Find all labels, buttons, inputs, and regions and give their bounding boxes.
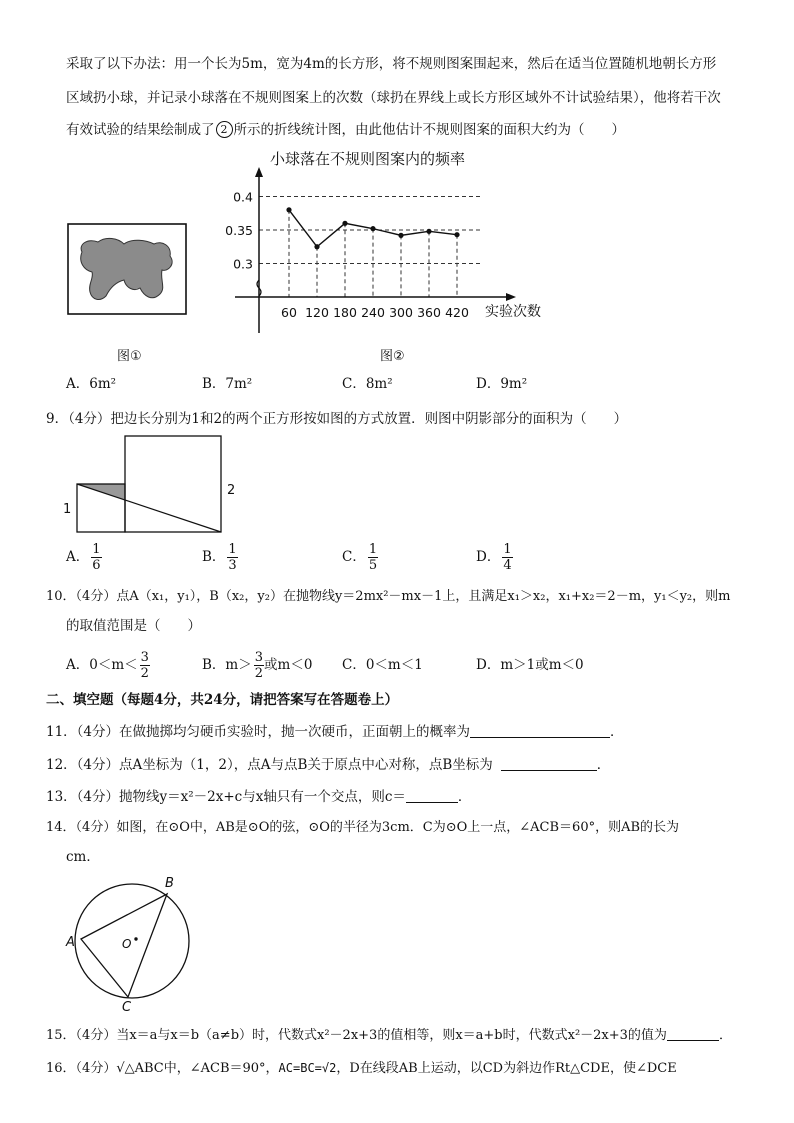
q9-option-b-letter: B． bbox=[202, 549, 226, 565]
data-point-360 bbox=[426, 229, 431, 234]
data-point-420 bbox=[454, 232, 459, 237]
q9-option-b[interactable] bbox=[202, 542, 238, 573]
label-c: C bbox=[122, 1000, 132, 1015]
q10-option-b[interactable] bbox=[202, 650, 312, 681]
x-axis-arrow bbox=[506, 293, 516, 301]
q9-option-c[interactable] bbox=[342, 542, 378, 573]
q16-text-formula: AC=BC=√2 bbox=[278, 1061, 337, 1075]
q8-text-line3 bbox=[66, 120, 625, 140]
q12-text: 12．（4分）点A坐标为（1，2），点A与点B关于原点中心对称，点B坐标为 bbox=[46, 757, 493, 773]
q8-option-c[interactable]: C．8m² bbox=[342, 376, 393, 392]
diagonal-line bbox=[77, 484, 221, 532]
q13-text: 13．（4分）抛物线y＝x²－2x+c与x轴只有一个交点，则c＝ bbox=[46, 789, 406, 805]
figure-2-line-chart bbox=[225, 145, 555, 340]
q9-option-c-num: 1 bbox=[368, 542, 378, 557]
q12 bbox=[46, 755, 610, 775]
q9-option-a-num: 1 bbox=[92, 542, 101, 557]
q8-text-line3a: 有效试验的结果绘制成了 bbox=[66, 122, 215, 138]
q14-text-line2: cm． bbox=[66, 849, 100, 865]
q11-answer-blank[interactable] bbox=[470, 737, 610, 738]
x-tick-label: 240 bbox=[361, 305, 385, 320]
y-tick-label: 0.4 bbox=[233, 189, 253, 205]
q10-option-a-fraction bbox=[140, 650, 150, 681]
q16 bbox=[46, 1058, 677, 1079]
center-point-o bbox=[134, 937, 137, 940]
q11-end: ． bbox=[610, 724, 624, 740]
q9-option-d-den: 4 bbox=[503, 558, 512, 573]
q15-answer-blank[interactable] bbox=[667, 1040, 719, 1041]
q10-option-d[interactable]: D．m＞1或m＜0 bbox=[476, 657, 584, 673]
q15 bbox=[46, 1026, 732, 1046]
figure-q14-circle bbox=[60, 870, 200, 1016]
q16-text-a: 16．（4分）√△ABC中，∠ACB＝90°， bbox=[46, 1061, 279, 1076]
x-tick-label: 300 bbox=[389, 305, 413, 320]
x-tick-label: 420 bbox=[445, 305, 469, 320]
chart-x-ticks bbox=[281, 305, 469, 320]
figure-1-caption: 图① bbox=[117, 349, 142, 364]
q9-option-b-fraction bbox=[227, 542, 237, 573]
q13-answer-blank[interactable] bbox=[406, 802, 458, 803]
q11 bbox=[46, 722, 624, 742]
q10-option-a[interactable] bbox=[66, 650, 150, 681]
label-o: O bbox=[122, 937, 132, 951]
y-axis-arrow bbox=[255, 167, 263, 177]
q13-end: ． bbox=[457, 789, 472, 805]
q9-option-d-letter: D． bbox=[476, 549, 501, 565]
q16-text-c: ，D在线段AB上运动，以CD为斜边作Rt△CDE，使∠DCE bbox=[336, 1061, 677, 1076]
x-axis-label: 实验次数 bbox=[485, 304, 541, 320]
q8-option-a[interactable]: A．6m² bbox=[66, 376, 117, 392]
q9-option-a-den: 6 bbox=[92, 558, 101, 573]
q13 bbox=[46, 787, 471, 807]
x-tick-label: 180 bbox=[333, 305, 357, 320]
q8-text-line2: 区域扔小球，并记录小球落在不规则图案上的次数（球扔在界线上或长方形区域外不计试验结果），他将若干次 bbox=[66, 90, 721, 106]
q10-option-a-expr: 0＜m＜ bbox=[89, 657, 138, 673]
q9-option-a-fraction bbox=[91, 542, 101, 573]
label-b: B bbox=[165, 876, 174, 891]
q9-option-a-letter: A． bbox=[66, 549, 90, 565]
q10-option-c[interactable]: C．0＜m＜1 bbox=[342, 657, 423, 673]
q8-text-line3b: 所示的折线统计图，由此他估计不规则图案的面积大约为（ ） bbox=[233, 122, 625, 138]
label-small-side: 1 bbox=[63, 502, 72, 517]
x-tick-label: 360 bbox=[417, 305, 441, 320]
q10-option-a-num: 3 bbox=[140, 650, 149, 665]
data-point-120 bbox=[314, 244, 319, 249]
q15-text: 15．（4分）当x＝a与x＝b（a≠b）时，代数式x²－2x+3的值相等，则x＝a+b时，代数式x²－2x+3的值为 bbox=[46, 1028, 667, 1043]
figure-2-caption: 图② bbox=[380, 349, 405, 364]
q9-option-c-den: 5 bbox=[368, 558, 378, 573]
q10-option-b-num: 3 bbox=[254, 650, 264, 665]
label-big-side: 2 bbox=[227, 483, 236, 498]
chart-grid bbox=[259, 197, 481, 298]
data-point-300 bbox=[398, 233, 403, 238]
q9-option-b-num: 1 bbox=[228, 542, 237, 557]
q14-text-line1: 14．（4分）如图，在⊙O中，AB是⊙O的弦，⊙O的半径为3cm．C为⊙O上一点，∠ACB＝60°，则AB的长为 bbox=[46, 820, 680, 835]
q10-option-b-expr: m＞ bbox=[225, 657, 252, 673]
figure-q9-two-squares bbox=[60, 432, 250, 536]
data-point-240 bbox=[370, 226, 375, 231]
q10-option-a-den: 2 bbox=[140, 666, 149, 681]
circle-ref-2: 2 bbox=[216, 121, 233, 138]
q9-text: 9．（4分）把边长分别为1和2的两个正方形按如图的方式放置．则图中阴影部分的面积为（ ） bbox=[46, 411, 628, 427]
q8-option-b[interactable]: B．7m² bbox=[202, 376, 253, 392]
q10-option-b-den: 2 bbox=[254, 666, 264, 681]
circle-o bbox=[75, 884, 189, 998]
y-tick-label: 0.3 bbox=[233, 256, 253, 272]
figure-1-irregular-shape bbox=[66, 222, 190, 318]
q12-end: ． bbox=[596, 757, 611, 773]
q9-option-a[interactable] bbox=[66, 542, 102, 573]
label-a: A bbox=[66, 935, 75, 950]
q9-option-c-fraction bbox=[368, 542, 378, 573]
q10-option-b-letter: B． bbox=[202, 657, 226, 673]
q15-end: ． bbox=[718, 1028, 732, 1043]
q11-text: 11．（4分）在做抛掷均匀硬币实验时，抛一次硬币，正面朝上的概率为 bbox=[46, 724, 471, 740]
y-tick-label: 0.35 bbox=[225, 223, 253, 238]
q10-text-line2: 的取值范围是（ ） bbox=[66, 618, 201, 634]
q9-option-c-letter: C． bbox=[342, 549, 366, 565]
x-tick-label: 60 bbox=[281, 305, 297, 320]
q10-option-b-fraction bbox=[254, 650, 264, 681]
data-point-60 bbox=[286, 207, 291, 212]
q9-option-d-fraction bbox=[502, 542, 512, 573]
q9-option-d-num: 1 bbox=[503, 542, 512, 557]
q8-option-d[interactable]: D．9m² bbox=[476, 376, 528, 392]
x-tick-label: 120 bbox=[305, 305, 329, 320]
chart-title: 小球落在不规则图案内的频率 bbox=[270, 150, 466, 168]
q8-text-line1: 采取了以下办法：用一个长为5m，宽为4m的长方形，将不规则图案围起来，然后在适当位置随机地朝长方形 bbox=[66, 56, 717, 72]
q10-option-a-letter: A． bbox=[66, 657, 90, 673]
q10-option-b-suffix: 或m＜0 bbox=[264, 657, 313, 673]
big-square bbox=[125, 436, 221, 532]
q10-text-line1: 10．（4分）点A（x₁，y₁），B（x₂，y₂）在抛物线y＝2mx²－mx－1上，且满足x₁＞x₂，x₁+x₂＝2－m，y₁＜y₂，则m bbox=[46, 589, 731, 604]
q9-option-b-den: 3 bbox=[228, 558, 237, 573]
q12-answer-blank[interactable] bbox=[501, 770, 597, 771]
data-point-180 bbox=[342, 221, 347, 226]
section-2-heading: 二、填空题（每题4分，共24分，请把答案写在答题卷上） bbox=[46, 692, 399, 708]
q9-option-d[interactable] bbox=[476, 542, 513, 573]
chart-y-ticks bbox=[225, 190, 253, 272]
